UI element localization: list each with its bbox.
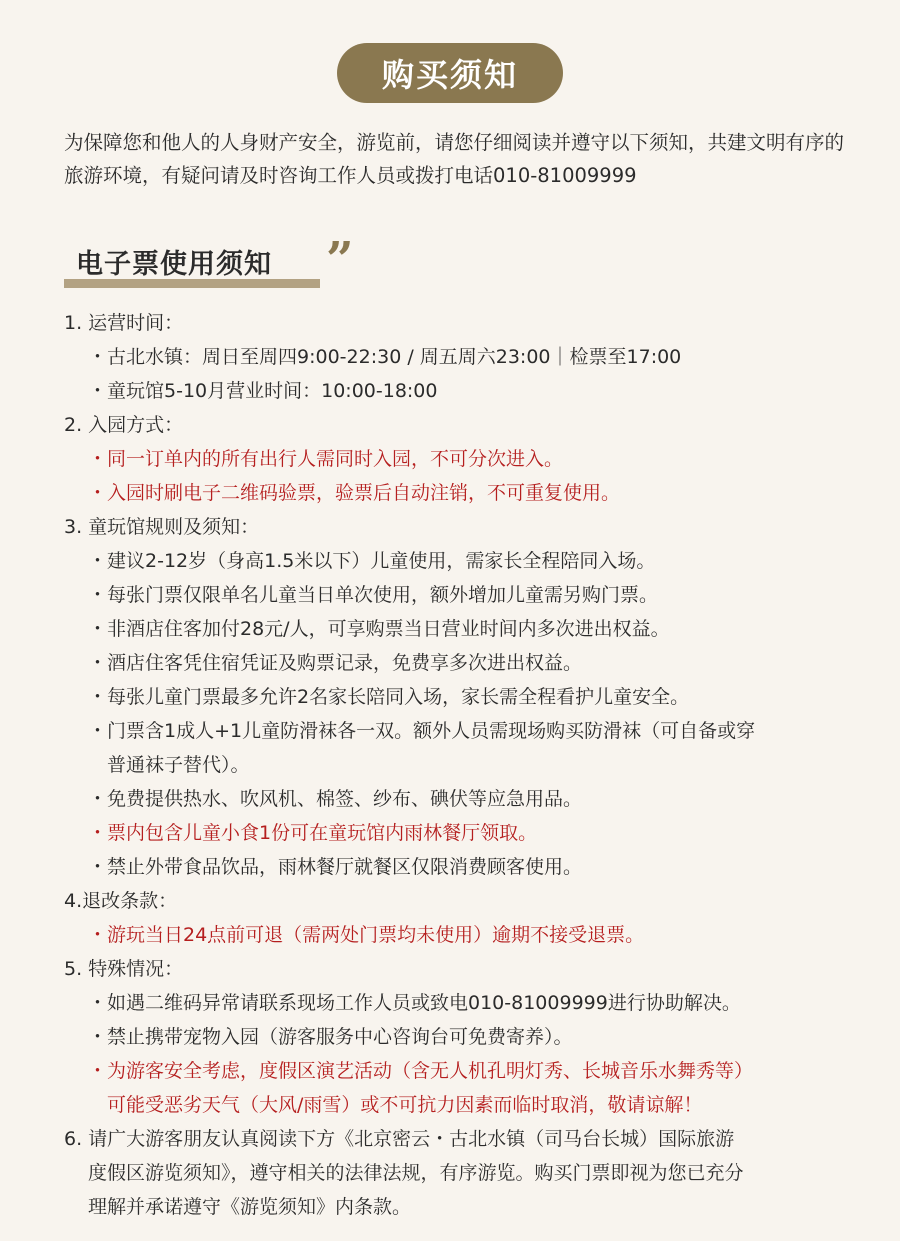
list-item: [64, 782, 864, 816]
section-heading: [64, 242, 272, 281]
bullet-icon: ・: [88, 380, 108, 402]
list-text: 6. 请广大游客朋友认真阅读下方《北京密云・古北水镇（司马台长城）国际旅游: [64, 1128, 735, 1150]
list-text: 建议2-12岁（身高1.5米以下）儿童使用，需家长全程陪同入场。: [107, 550, 656, 572]
list-text: 游玩当日24点前可退（需两处门票均未使用）逾期不接受退票。: [107, 924, 645, 946]
list-heading: [64, 884, 864, 918]
list-heading: [64, 1122, 864, 1156]
list-item: [64, 340, 864, 374]
list-item: [64, 918, 864, 952]
list-text: 每张儿童门票最多允许2名家长陪同入场，家长需全程看护儿童安全。: [107, 686, 690, 708]
list-text: 入园时刷电子二维码验票，验票后自动注销，不可重复使用。: [107, 482, 621, 504]
page-title-badge: [337, 43, 563, 103]
list-heading-continuation: [64, 1190, 864, 1224]
bullet-icon: ・: [88, 618, 108, 640]
list-text: 禁止携带宠物入园（游客服务中心咨询台可免费寄养）。: [107, 1026, 573, 1048]
page-title: 购买须知: [381, 56, 518, 94]
list-text: 童玩馆5-10月营业时间：10:00-18:00: [107, 380, 438, 402]
bullet-icon: ・: [88, 686, 108, 708]
list-text: 非酒店住客加付28元/人，可享购票当日营业时间内多次进出权益。: [107, 618, 670, 640]
list-heading: [64, 306, 864, 340]
bullet-icon: ・: [88, 550, 108, 572]
list-item: [64, 1020, 864, 1054]
list-item: [64, 1054, 864, 1088]
list-text: 古北水镇：周日至周四9:00-22:30 / 周五周六23:00｜检票至17:00: [107, 346, 682, 368]
list-text: 1. 运营时间：: [64, 312, 184, 334]
list-item: [64, 646, 864, 680]
bullet-icon: ・: [88, 584, 108, 606]
list-item: [64, 986, 864, 1020]
list-heading: [64, 408, 864, 442]
list-text: 度假区游览须知》，遵守相关的法律法规，有序游览。购买门票即视为您已充分: [88, 1162, 744, 1184]
bullet-icon: ・: [88, 448, 108, 470]
list-text: 4.退改条款：: [64, 890, 178, 912]
list-item: [64, 544, 864, 578]
list-text: 可能受恶劣天气（大风/雨雪）或不可抗力因素而临时取消，敬请谅解！: [107, 1094, 703, 1116]
bullet-icon: ・: [88, 346, 108, 368]
bullet-icon: ・: [88, 788, 108, 810]
quote-icon: ”: [326, 232, 354, 288]
notice-list: [64, 306, 864, 1224]
list-text: 同一订单内的所有出行人需同时入园，不可分次进入。: [107, 448, 564, 470]
list-item: [64, 816, 864, 850]
list-text: 为游客安全考虑，度假区演艺活动（含无人机孔明灯秀、长城音乐水舞秀等）: [107, 1060, 754, 1082]
list-item: [64, 612, 864, 646]
list-text: 禁止外带食品饮品，雨林餐厅就餐区仅限消费顾客使用。: [107, 856, 583, 878]
list-item: [64, 680, 864, 714]
bullet-icon: ・: [88, 1026, 108, 1048]
list-text: 理解并承诺遵守《游览须知》内条款。: [88, 1196, 412, 1218]
list-text: 门票含1成人+1儿童防滑袜各一双。额外人员需现场购买防滑袜（可自备或穿: [107, 720, 756, 742]
section-title: 电子票使用须知: [76, 249, 272, 280]
bullet-icon: ・: [88, 720, 108, 742]
list-heading: [64, 510, 864, 544]
list-text: 票内包含儿童小食1份可在童玩馆内雨林餐厅领取。: [107, 822, 538, 844]
bullet-icon: ・: [88, 482, 108, 504]
list-item-continuation: [64, 1088, 864, 1122]
list-text: 如遇二维码异常请联系现场工作人员或致电010-81009999进行协助解决。: [107, 992, 741, 1014]
list-item: [64, 476, 864, 510]
bullet-icon: ・: [88, 992, 108, 1014]
list-text: 5. 特殊情况：: [64, 958, 184, 980]
list-item: [64, 714, 864, 748]
list-text: 3. 童玩馆规则及须知：: [64, 516, 260, 538]
list-heading-continuation: [64, 1156, 864, 1190]
bullet-icon: ・: [88, 1060, 108, 1082]
list-heading: [64, 952, 864, 986]
bullet-icon: ・: [88, 822, 108, 844]
list-item: [64, 850, 864, 884]
list-text: 每张门票仅限单名儿童当日单次使用，额外增加儿童需另购门票。: [107, 584, 659, 606]
list-item-continuation: [64, 748, 864, 782]
intro-paragraph: 为保障您和他人的人身财产安全，游览前，请您仔细阅读并遵守以下须知，共建文明有序的旅游环境，有疑问请及时咨询工作人员或拨打电话010-81009999: [64, 131, 845, 187]
list-item: [64, 442, 864, 476]
list-text: 2. 入园方式：: [64, 414, 184, 436]
list-text: 免费提供热水、吹风机、棉签、纱布、碘伏等应急用品。: [107, 788, 583, 810]
bullet-icon: ・: [88, 652, 108, 674]
bullet-icon: ・: [88, 856, 108, 878]
list-item: [64, 578, 864, 612]
bullet-icon: ・: [88, 924, 108, 946]
list-item: [64, 374, 864, 408]
list-text: 酒店住客凭住宿凭证及购票记录，免费享多次进出权益。: [107, 652, 583, 674]
list-text: 普通袜子替代）。: [107, 754, 250, 776]
